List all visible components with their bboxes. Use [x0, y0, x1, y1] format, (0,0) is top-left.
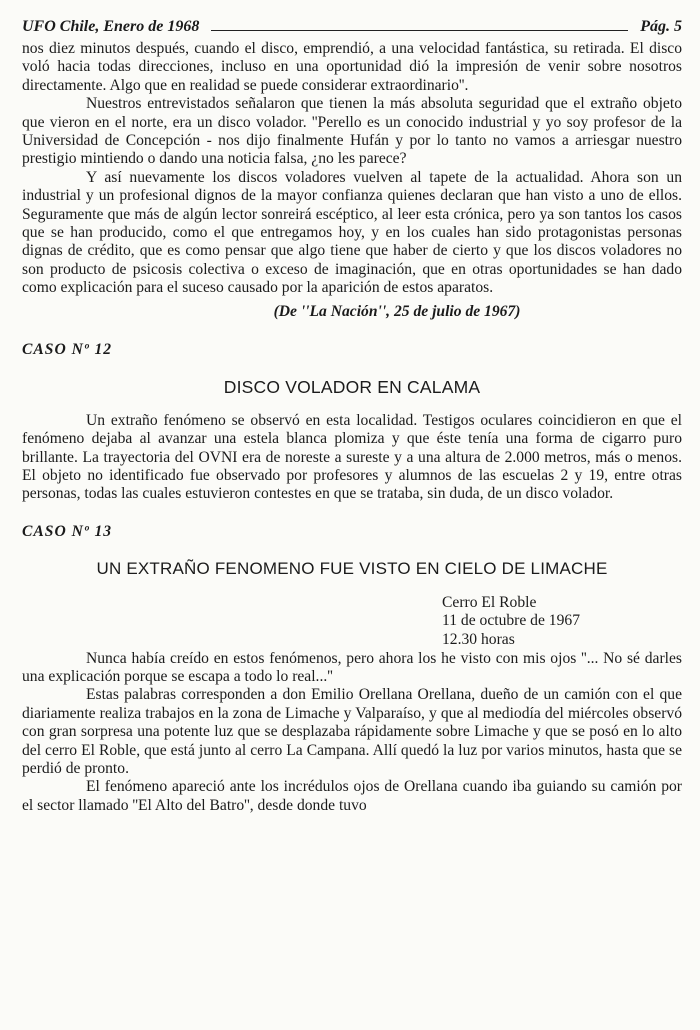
- article-headline: UN EXTRAÑO FENOMENO FUE VISTO EN CIELO DE LIMACHE: [96, 558, 608, 578]
- date-text: 11 de octubre de 1967: [442, 612, 580, 630]
- body-paragraph: El fenómeno apareció ante los incrédulos ojos de Orellana cuando iba guiando su camión por el sector llamado ''El Alto del Batro'', desde donde tuvo: [22, 778, 682, 814]
- location-text: Cerro El Roble: [442, 593, 537, 611]
- body-paragraph: Nuestros entrevistados señalaron que tienen la más absoluta seguridad que el extraño objeto que vieron en el norte, era un disco volador. ''Perello es un conocido industrial y yo soy profesor de la Universidad de Concepción - nos dijo finalmente Hufán y por lo tanto no vamos a arriesgar nuestro prestigio mintiendo o dando una noticia falsa, ¿no les parece?: [22, 95, 682, 168]
- running-header: [22, 12, 682, 36]
- page-number: Pág. 5: [640, 18, 682, 35]
- publication-title: UFO Chile, Enero de 1968: [22, 18, 200, 35]
- case-label: CASO Nº 13: [22, 522, 113, 540]
- document-page: [22, 12, 682, 1022]
- article-headline: DISCO VOLADOR EN CALAMA: [223, 376, 481, 397]
- time-text: 12.30 horas: [442, 630, 515, 648]
- body-paragraph: Nunca había creído en estos fenómenos, pero ahora los he visto con mis ojos ''... No sé darles una explicación porque se escapa a todo lo real...'': [22, 649, 682, 685]
- body-paragraph: Un extraño fenómeno se observó en esta localidad. Testigos oculares coincidieron en que el fenómeno dejaba al avanzar una estela blanca plomiza y que éste tenía una forma de cigarro puro brillante. La trayectoria del OVNI era de noreste a sureste y a una altura de 2.000 metros, más o menos. El objeto no identificado fue observado por profesores y alumnos de las escuelas 2 y 19, entre otras personas, todas las cuales estuvieron contestes en que se trataba, sin duda, de un disco volador.: [22, 411, 682, 503]
- body-paragraph: Estas palabras corresponden a don Emilio Orellana Orellana, dueño de un camión con el que diariamente realiza trabajos en la zona de Limache y Valparaíso, y que al mediodía del miércoles observó con gran sorpresa una potente luz que se desplazaba rápidamente sobre Limache y que se posó en lo alto del cerro El Roble, que está junto al cerro La Campana. Allí quedó la luz por varios minutos, hasta que se perdió de pronto.: [22, 686, 682, 777]
- case-label: CASO Nº 12: [22, 340, 113, 358]
- body-paragraph: Y así nuevamente los discos voladores vuelven al tapete de la actualidad. Ahora son un industrial y un profesional dignos de la mayor confianza quienes declaran que han visto a uno de ellos. Seguramente que más de algún lector sonreirá escéptico, al leer esta crónica, pero ya son tantos los casos que se han producido, como el que entregamos hoy, y en los cuales han sido protagonistas personas dignas de crédito, que es como pensar que algo tiene que haber de cierto y que los discos voladores no son producto de psicosis colectiva o exceso de imaginación, que en otras oportunidades se han dado como explicación para el suceso causado por la aparición de estos aparatos.: [22, 168, 682, 297]
- body-paragraph: nos diez minutos después, cuando el disco, emprendió, a una velocidad fantástica, su retirada. El disco voló hacia todas direcciones, incluso en una oportunidad dió la impresión de venir sobre nosotros directamente. Algo que en realidad se puede considerar extraordinario''.: [22, 40, 682, 94]
- source-citation: (De ''La Nación'', 25 de julio de 1967): [273, 302, 521, 320]
- location-date-block: [442, 594, 682, 650]
- header-rule: [211, 30, 628, 31]
